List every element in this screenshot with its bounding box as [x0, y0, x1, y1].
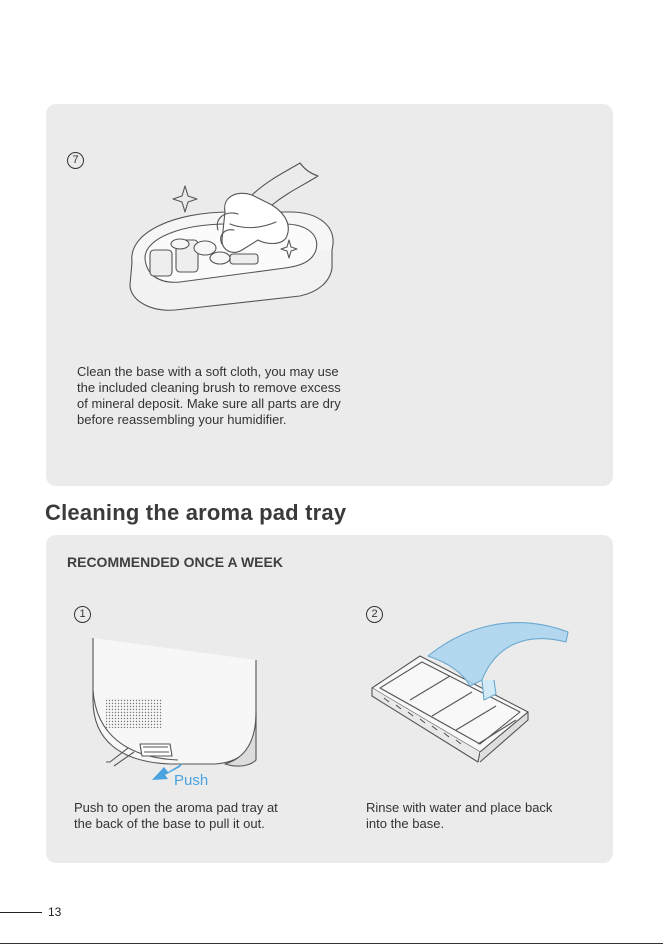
page-number-rule — [0, 912, 42, 913]
instruction-line: the included cleaning brush to remove excess — [77, 380, 341, 395]
push-callout: Push — [174, 772, 209, 789]
step-number-1: 1 — [74, 606, 91, 623]
step-number-7: 7 — [67, 152, 84, 169]
instruction-line: Rinse with water and place back — [366, 800, 553, 815]
instruction-line: the back of the base to pull it out. — [74, 816, 265, 831]
instruction-line: before reassembling your humidifier. — [77, 412, 287, 427]
instruction-line: into the base. — [366, 816, 445, 831]
frequency-heading: RECOMMENDED ONCE A WEEK — [67, 554, 283, 570]
page-number: 13 — [48, 905, 62, 919]
instruction-line: Push to open the aroma pad tray at — [74, 800, 278, 815]
section-title: Cleaning the aroma pad tray — [45, 500, 347, 525]
instruction-line: Clean the base with a soft cloth, you may use — [77, 364, 339, 379]
rinse-tray-instructions — [366, 800, 552, 832]
push-tray-instructions — [74, 800, 278, 832]
instruction-line: of mineral deposit. Make sure all parts are dry — [77, 396, 341, 411]
step-number-2: 2 — [366, 606, 383, 623]
bottom-rule — [0, 943, 663, 944]
